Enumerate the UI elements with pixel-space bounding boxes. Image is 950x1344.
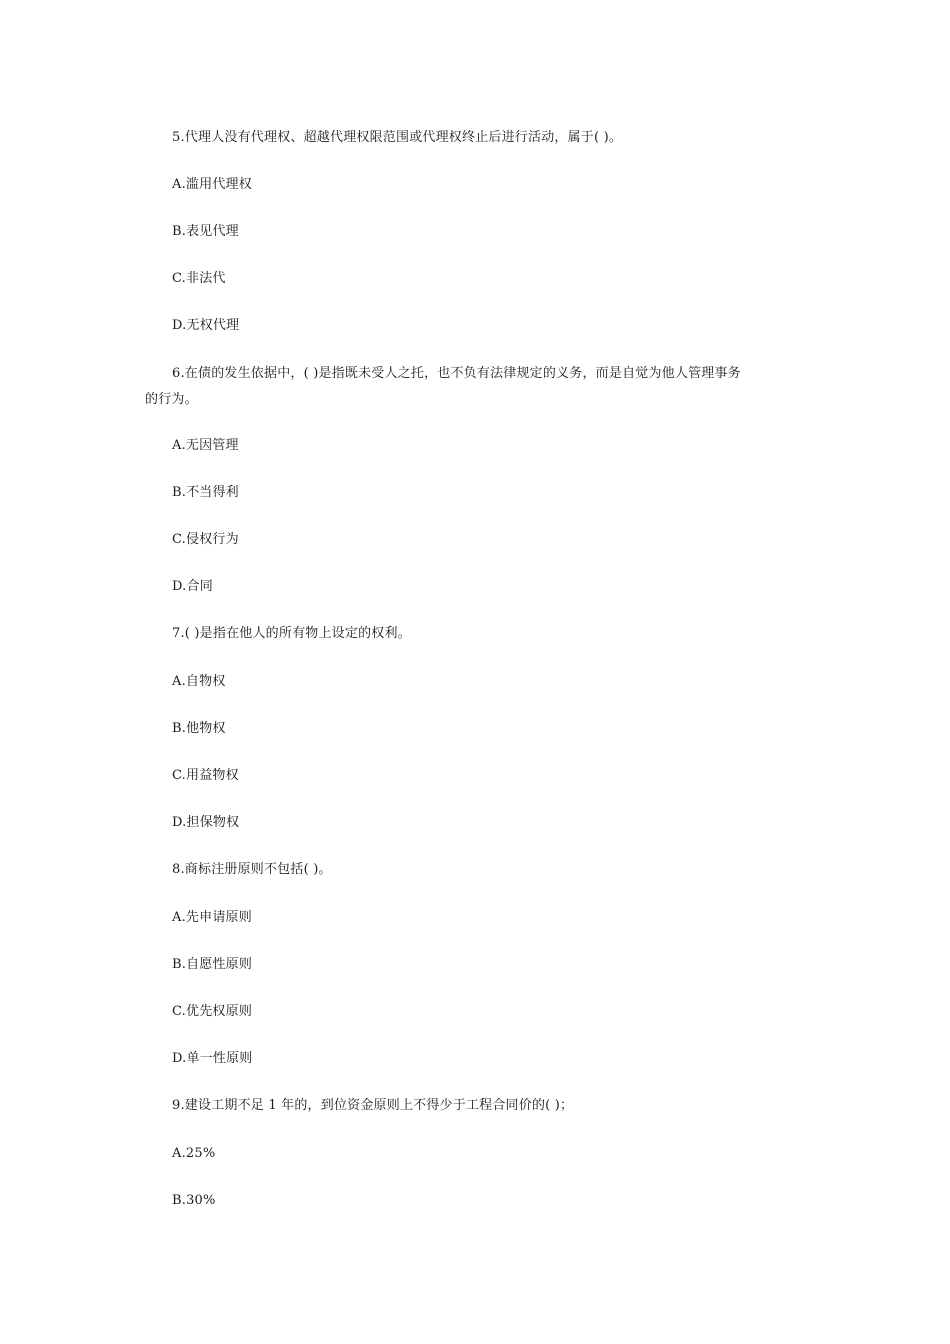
- question-8-option-c: C.优先权原则: [172, 1004, 253, 1019]
- question-6-option-a: A.无因管理: [172, 438, 239, 453]
- question-7-option-c: C.用益物权: [172, 768, 239, 783]
- question-7-option-a: A.自物权: [172, 674, 226, 689]
- question-6-stem-line1: 6.在债的发生依据中，( )是指既未受人之托，也不负有法律规定的义务，而是自觉为他人管理事务: [172, 366, 741, 381]
- question-6-option-c: C.侵权行为: [172, 532, 239, 547]
- question-9-option-b: B.30%: [172, 1193, 216, 1208]
- question-7-stem: 7.( )是指在他人的所有物上设定的权利。: [172, 626, 411, 641]
- question-6-option-d: D.合同: [172, 579, 213, 594]
- question-5-option-b: B.表见代理: [172, 224, 239, 239]
- question-5-option-c: C.非法代: [172, 271, 226, 286]
- question-5-option-a: A.滥用代理权: [172, 177, 252, 192]
- question-6-stem-line2: 的行为。: [145, 392, 198, 407]
- question-8-stem: 8.商标注册原则不包括( )。: [172, 862, 332, 877]
- question-5-option-d: D.无权代理: [172, 318, 240, 333]
- question-8-option-a: A.先申请原则: [172, 910, 252, 925]
- question-8-option-d: D.单一性原则: [172, 1051, 253, 1066]
- question-9-stem: 9.建设工期不足 1 年的，到位资金原则上不得少于工程合同价的( )；: [172, 1098, 574, 1113]
- question-8-option-b: B.自愿性原则: [172, 957, 253, 972]
- question-9-option-a: A.25%: [172, 1146, 216, 1161]
- question-7-option-b: B.他物权: [172, 721, 226, 736]
- question-6-option-b: B.不当得利: [172, 485, 239, 500]
- question-7-option-d: D.担保物权: [172, 815, 240, 830]
- question-5-stem: 5.代理人没有代理权、超越代理权限范围或代理权终止后进行活动，属于( )。: [172, 130, 623, 145]
